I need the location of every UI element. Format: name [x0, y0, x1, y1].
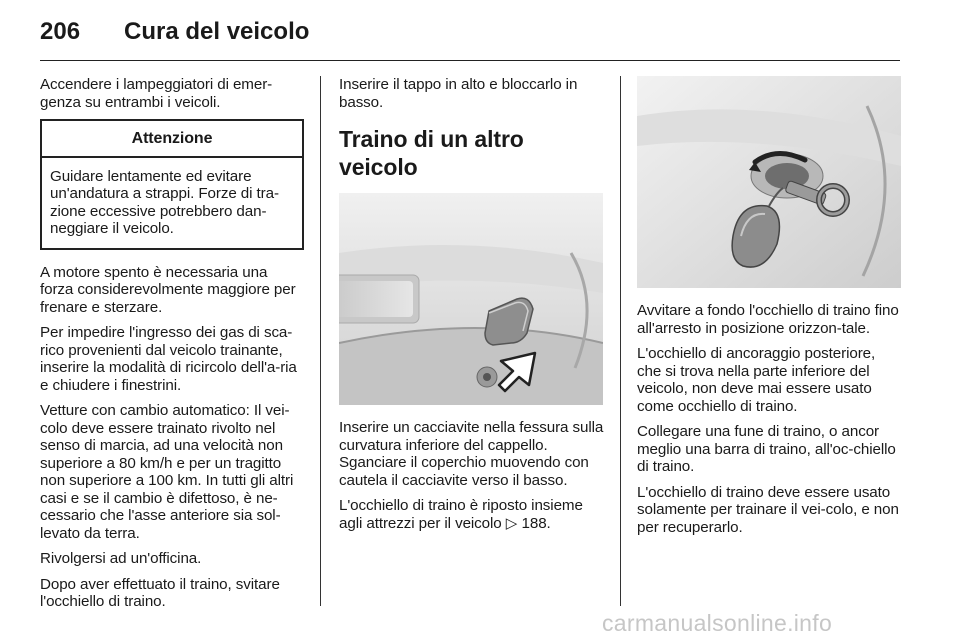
paragraph-insert-cap: Inserire il tappo in alto e bloccarlo in basso. — [339, 76, 578, 111]
tow-eye-illustration — [637, 76, 901, 288]
page-reference[interactable]: 188. — [521, 514, 551, 532]
triangle-reference-icon: ▷ — [505, 514, 518, 532]
tow-eye-stored-text: L'occhiello di traino è riposto insieme agli attrezzi per il veicolo — [339, 497, 583, 532]
paragraph-tow-only: L'occhiello di traino deve essere usato solamente per trainare il vei-colo, e non per recuperarlo. — [637, 483, 899, 536]
paragraph-hazard-lights: Accendere i lampeggiatori di emer-genza su entrambi i veicoli. — [40, 76, 273, 111]
figure-tow-eye — [637, 76, 901, 288]
column-1 — [40, 76, 304, 619]
paragraph-rear-anchor: L'occhiello di ancoraggio posteriore, che si trova nella parte inferiore del veicolo, non deve mai essere usato come occhiello di traino. — [637, 345, 876, 415]
page-number: 206 — [40, 18, 81, 45]
warning-title: Attenzione — [42, 121, 302, 158]
column-divider-2 — [620, 76, 621, 606]
header-divider — [40, 60, 900, 61]
paragraph-tow-eye-stored — [339, 497, 605, 532]
figure-bumper-cover — [339, 193, 603, 405]
paragraph-workshop: Rivolgersi ad un'officina. — [40, 550, 202, 567]
warning-text: Guidare lentamente ed evitare un'andatura a strappi. Forze di tra-zione eccessive potrebbero dan-neggiare il veicolo. — [50, 167, 279, 237]
paragraph-screwdriver: Inserire un cacciavite nella fessura sulla curvatura inferiore del cappello. Sganciare il coperchio muovendo con cautela il cacciavite verso il basso. — [339, 419, 604, 489]
paragraph-engine-off: A motore spento è necessaria una forza considerevolmente maggiore per frenare e sterzare. — [40, 263, 296, 316]
paragraph-automatic: Vetture con cambio automatico: Il vei-colo deve essere trainato rivolto nel senso di marcia, ad una velocità non superiore a 80 km/h e per un tragitto non superiore a 100 km. In tutti gli altri casi e se il cambio è difettoso, è ne-cessario che l'asse anteriore sia sol-levato da terra. — [40, 402, 294, 542]
page-header — [40, 18, 900, 62]
column-3 — [637, 76, 903, 544]
column-divider-1 — [320, 76, 321, 606]
paragraph-unscrew: Dopo aver effettuato il traino, svitare l'occhiello di traino. — [40, 575, 280, 610]
paragraph-tow-rope: Collegare una fune di traino, o ancor meglio una barra di traino, all'oc-chiello di traino. — [637, 423, 896, 475]
bumper-cover-illustration — [339, 193, 603, 405]
paragraph-screw-tow-eye: Avvitare a fondo l'occhiello di traino fino all'arresto in posizione orizzon-tale. — [637, 302, 899, 337]
column-2 — [339, 76, 605, 540]
warning-box — [40, 119, 304, 250]
chapter-title: Cura del veicolo — [124, 18, 310, 45]
paragraph-exhaust: Per impedire l'ingresso dei gas di sca-rico provenienti dal veicolo trainante, inserire la modalità di ricircolo dell'a-ria e chiudere i finestrini. — [40, 324, 297, 394]
watermark: carmanualsonline.info — [602, 610, 833, 636]
section-title: Traino di un altro veicolo — [339, 126, 524, 180]
